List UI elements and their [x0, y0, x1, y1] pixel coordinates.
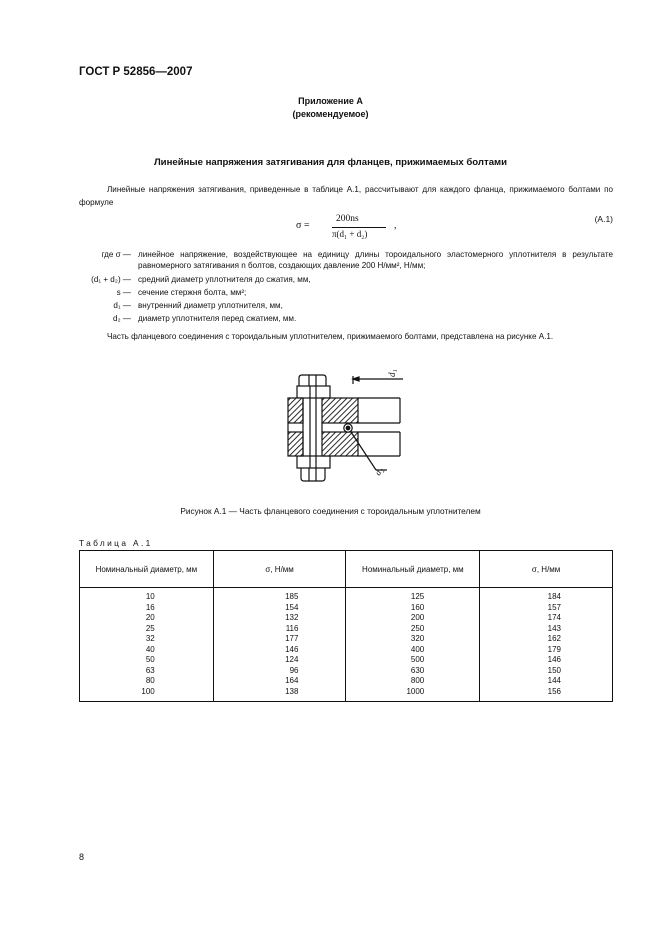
table-cell: 132 [213, 613, 346, 624]
label-d1: d₁ [387, 369, 397, 377]
definition-term: где σ — [101, 250, 131, 259]
table-cell: 185 [213, 588, 346, 603]
table-cell: 144 [480, 676, 613, 687]
data-table [79, 550, 613, 702]
table-cell: 320 [346, 634, 480, 645]
table-row [80, 624, 613, 635]
table-row [80, 588, 613, 603]
table-cell: 164 [213, 676, 346, 687]
table-cell: 80 [80, 676, 214, 687]
table-row [80, 613, 613, 624]
equation-number: (А.1) [594, 214, 613, 224]
label-d2: d₂ [372, 465, 385, 477]
table-cell: 50 [80, 655, 214, 666]
column-header: Номинальный диаметр, мм [346, 551, 480, 588]
formula-lhs: σ = [296, 220, 310, 231]
flange-joint-drawing [275, 362, 415, 492]
table-cell: 20 [80, 613, 214, 624]
formula-suffix: , [394, 220, 397, 231]
fraction-bar [332, 227, 386, 228]
table-cell: 160 [346, 603, 480, 614]
annex-title: Приложение А [298, 96, 363, 106]
table-row [80, 676, 613, 687]
table-cell: 500 [346, 655, 480, 666]
table-cell: 1000 [346, 687, 480, 702]
table-cell: 40 [80, 645, 214, 656]
table-cell: 162 [480, 634, 613, 645]
table-cell: 125 [346, 588, 480, 603]
table-cell: 146 [213, 645, 346, 656]
definition-text: внутренний диаметр уплотнителя, мм, [138, 301, 283, 310]
standard-designation: ГОСТ Р 52856—2007 [79, 66, 193, 78]
table-row [80, 655, 613, 666]
table-cell: 124 [213, 655, 346, 666]
table-row [80, 603, 613, 614]
table-header-row [80, 551, 613, 588]
table-cell: 100 [80, 687, 214, 702]
definition-text: линейное напряжение, воздействующее на единицу длины тороидального эластомерного уплотнителя в результате равномерного затягивания n болтов, создающих давление 200 Н/мм², Н/мм; [138, 250, 613, 270]
definition-term: (d₁ + d₂) — [91, 275, 131, 284]
table-cell: 138 [213, 687, 346, 702]
table-cell: 250 [346, 624, 480, 635]
table-cell: 32 [80, 634, 214, 645]
section-heading: Линейные напряжения затягивания для фланцев, прижимаемых болтами [153, 157, 508, 168]
table-cell: 184 [480, 588, 613, 603]
table-label: Таблица А.1 [79, 538, 153, 548]
table-cell: 16 [80, 603, 214, 614]
definition-text: средний диаметр уплотнителя до сжатия, мм, [138, 275, 311, 284]
definition-text: диаметр уплотнителя перед сжатием, мм. [138, 314, 297, 323]
table-cell: 800 [346, 676, 480, 687]
column-header: σ, Н/мм [480, 551, 613, 588]
table-cell: 400 [346, 645, 480, 656]
annex-type: (рекомендуемое) [292, 109, 369, 119]
table-row [80, 687, 613, 702]
table-cell: 25 [80, 624, 214, 635]
table-cell: 146 [480, 655, 613, 666]
definition-term: d₁ — [113, 301, 131, 310]
table-cell: 150 [480, 666, 613, 677]
table-cell: 174 [480, 613, 613, 624]
table-cell: 96 [213, 666, 346, 677]
table-cell: 10 [80, 588, 214, 603]
table-body [80, 588, 613, 702]
figure-intro-paragraph: Часть фланцевого соединения с тороидальным уплотнителем, прижимаемого болтами, представлена на рисунке А.1. [107, 332, 554, 341]
table-cell: 179 [480, 645, 613, 656]
intro-paragraph: Линейные напряжения затягивания, приведенные в таблице А.1, рассчитывают для каждого фланца, прижимаемого болтами по формуле [79, 185, 613, 207]
table-cell: 156 [480, 687, 613, 702]
column-header: σ, Н/мм [213, 551, 346, 588]
table-row [80, 645, 613, 656]
formula-denominator: π(d₁ + d₂) [332, 229, 368, 239]
formula-numerator: 200ns [336, 214, 359, 224]
page-number: 8 [79, 852, 85, 862]
definition-text: сечение стержня болта, мм²; [138, 288, 247, 297]
table-cell: 177 [213, 634, 346, 645]
definition-term: d₂ — [113, 314, 131, 323]
table-row [80, 634, 613, 645]
definition-term: s — [116, 288, 131, 297]
table-cell: 154 [213, 603, 346, 614]
figure-caption: Рисунок А.1 — Часть фланцевого соединения с тороидальным уплотнителем [180, 506, 481, 516]
table-cell: 116 [213, 624, 346, 635]
table-cell: 200 [346, 613, 480, 624]
table-cell: 630 [346, 666, 480, 677]
column-header: Номинальный диаметр, мм [80, 551, 214, 588]
table-row [80, 666, 613, 677]
table-cell: 157 [480, 603, 613, 614]
table-cell: 63 [80, 666, 214, 677]
table-cell: 143 [480, 624, 613, 635]
